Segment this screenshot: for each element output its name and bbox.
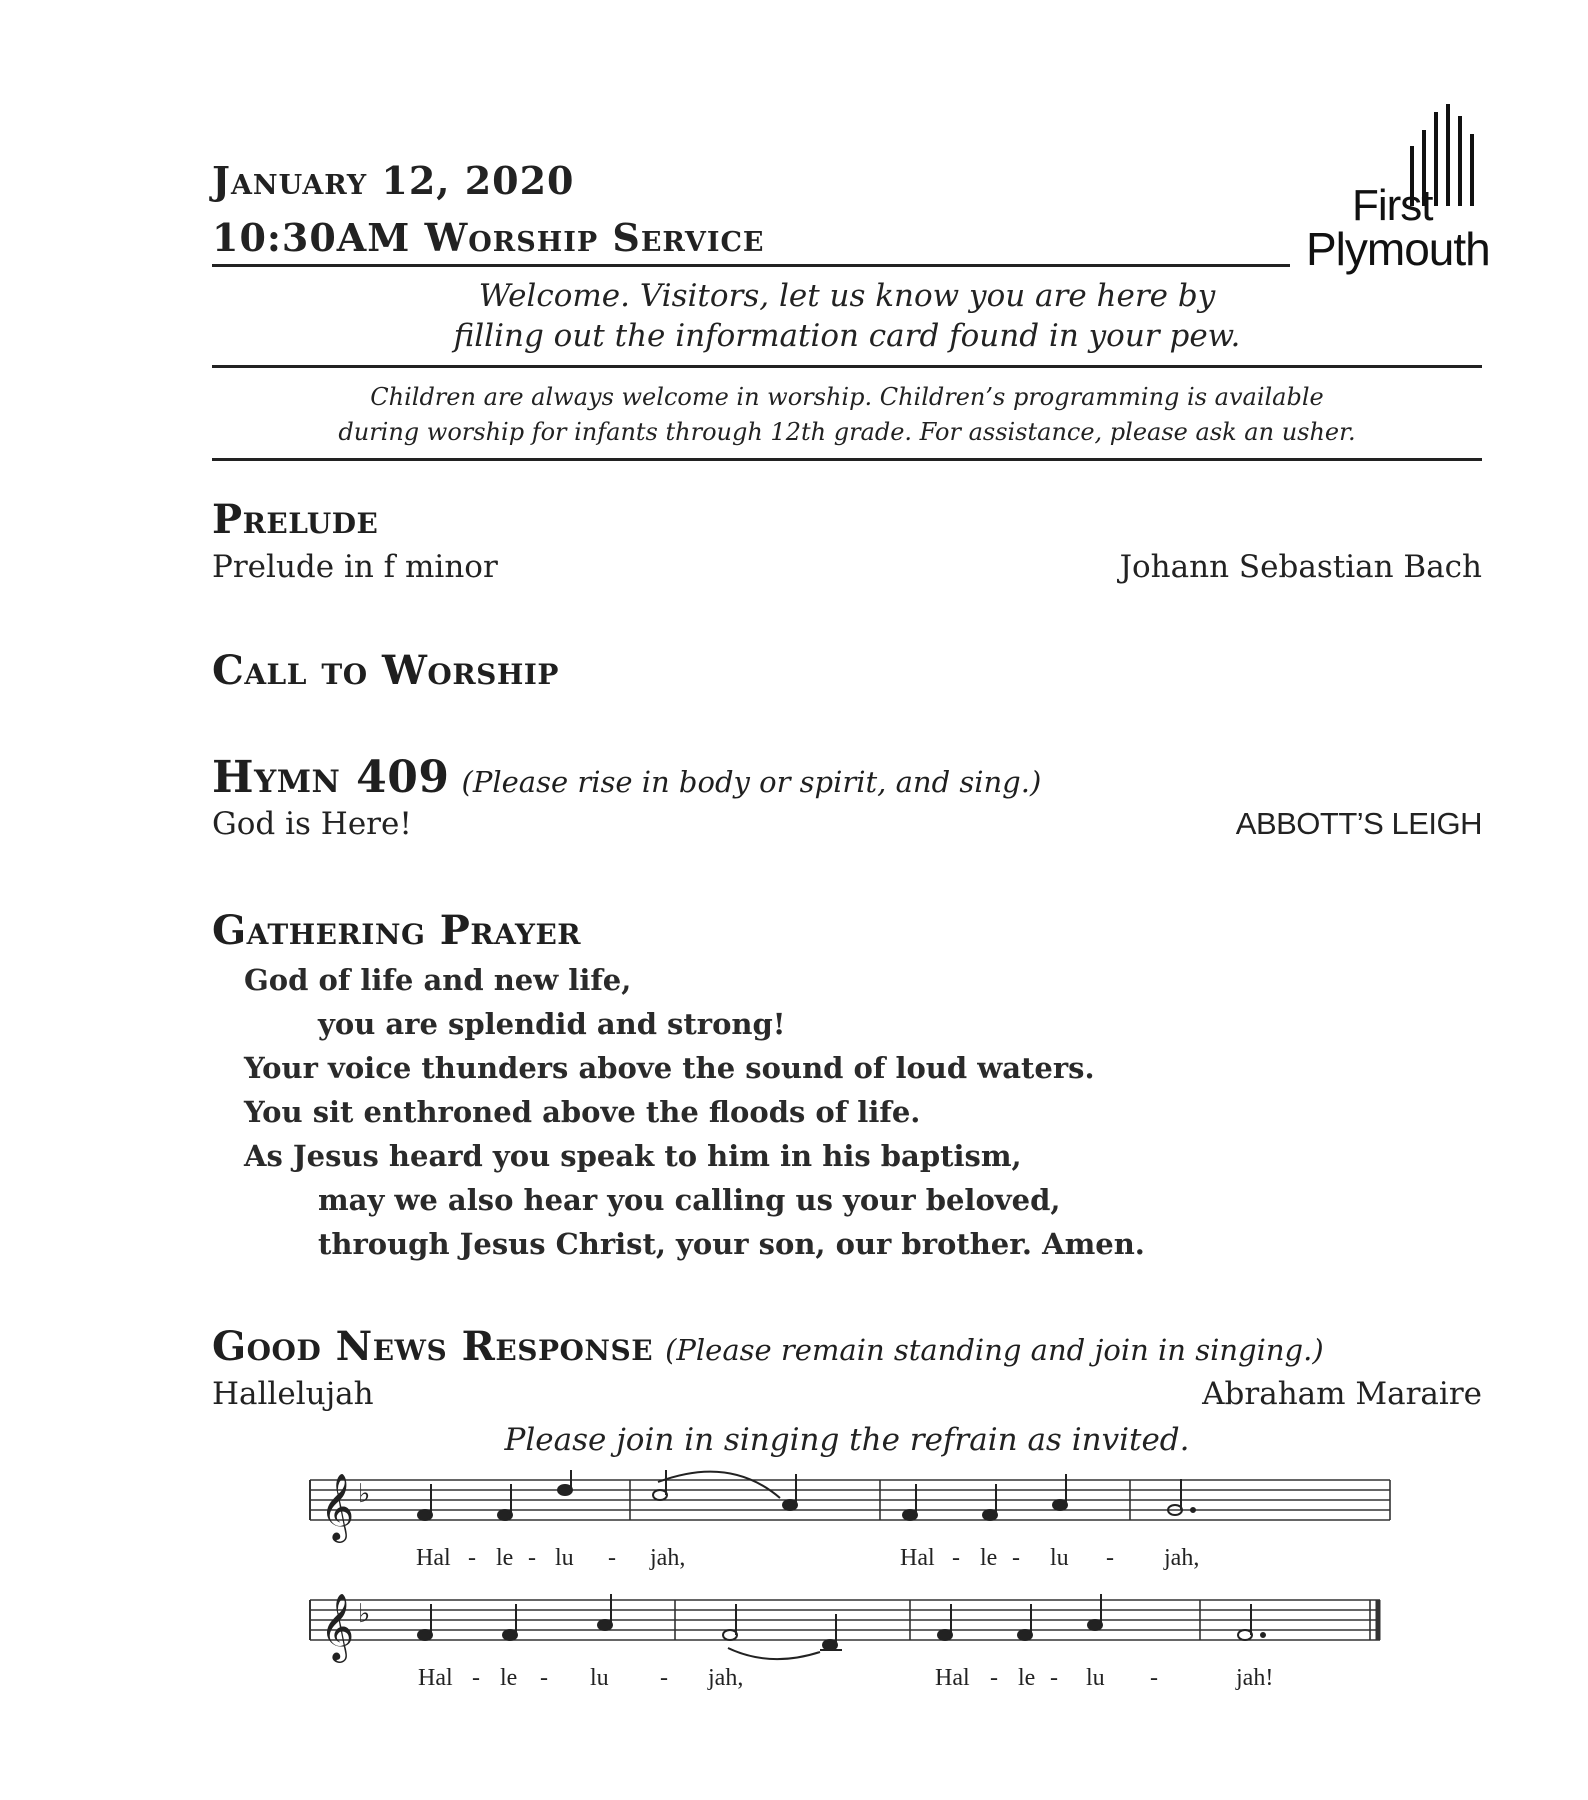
hymn-heading-title: Hymn 409 <box>212 752 450 803</box>
lyric-syllable: Hal <box>416 1545 451 1571</box>
lyric-syllable: Hal <box>900 1545 935 1571</box>
good-news-title: Hallelujah <box>212 1376 374 1412</box>
children-note-line-1: Children are always welcome in worship. Children’s programming is available <box>370 383 1324 411</box>
lyrics-system-1 <box>416 1545 1199 1571</box>
notes-system-1 <box>418 1470 1195 1520</box>
welcome-divider <box>212 365 1482 368</box>
welcome-line-1: Welcome. Visitors, let us know you are here by <box>478 278 1216 314</box>
lyric-syllable: jah, <box>650 1545 686 1571</box>
service-title: 10:30AM Worship Service <box>212 215 765 260</box>
logo-organ-pipe <box>1446 104 1450 206</box>
lyric-syllable: - <box>468 1545 476 1571</box>
first-plymouth-logo <box>1300 104 1492 274</box>
logo-text-first: First <box>1352 181 1433 230</box>
treble-clef-icon: 𝄞 <box>320 1472 355 1540</box>
welcome-line-2: filling out the information card found in your pew. <box>453 318 1241 354</box>
lyric-syllable: le <box>496 1545 514 1571</box>
lyric-syllable: jah, <box>1164 1545 1200 1571</box>
good-news-heading-title: Good News Response <box>212 1323 654 1370</box>
lyric-syllable: jah, <box>708 1665 744 1691</box>
good-news-composer: Abraham Maraire <box>1202 1376 1482 1412</box>
lyric-syllable: - <box>990 1665 998 1691</box>
treble-clef-icon: 𝄞 <box>320 1592 355 1660</box>
lyric-syllable: Hal <box>418 1665 453 1691</box>
lyric-syllable: - <box>660 1665 668 1691</box>
prelude-heading: Prelude <box>212 496 379 543</box>
lyrics-system-2 <box>418 1665 1273 1691</box>
prayer-line: you are splendid and strong! <box>318 1007 786 1041</box>
staff-system-1 <box>310 1480 1390 1520</box>
bulletin-date: January 12, 2020 <box>212 158 575 203</box>
lyric-syllable: lu <box>555 1545 574 1571</box>
hymn-heading <box>212 752 1041 803</box>
flat-key-signature-icon: ♭ <box>358 1479 371 1509</box>
logo-text-plymouth: Plymouth <box>1306 223 1490 275</box>
lyric-syllable: - <box>1012 1545 1020 1571</box>
lyric-syllable: Hal <box>935 1665 970 1691</box>
header-divider <box>212 264 1290 267</box>
hallelujah-sheet-music <box>300 1470 1400 1730</box>
lyric-syllable: - <box>952 1545 960 1571</box>
lyric-syllable: lu <box>590 1665 609 1691</box>
logo-organ-pipe <box>1458 116 1462 206</box>
refrain-instruction: Please join in singing the refrain as invited. <box>504 1422 1190 1458</box>
logo-organ-pipe <box>1470 134 1474 206</box>
flat-key-signature-icon: ♭ <box>358 1599 371 1629</box>
lyric-syllable: - <box>528 1545 536 1571</box>
children-divider <box>212 458 1482 461</box>
logo-organ-pipe <box>1434 112 1438 206</box>
prayer-line: You sit enthroned above the floods of life. <box>244 1095 921 1129</box>
hymn-note: (Please rise in body or spirit, and sing.) <box>461 765 1042 799</box>
good-news-heading <box>212 1323 1324 1370</box>
lyric-syllable: - <box>1150 1665 1158 1691</box>
prelude-title: Prelude in f minor <box>212 549 498 585</box>
lyric-syllable: lu <box>1086 1665 1105 1691</box>
prelude-row <box>212 549 1482 585</box>
prayer-line: As Jesus heard you speak to him in his baptism, <box>244 1139 1022 1173</box>
lyric-syllable: le <box>1018 1665 1036 1691</box>
lyric-syllable: - <box>1106 1545 1114 1571</box>
hymn-title: God is Here! <box>212 806 412 842</box>
children-note-line-2: during worship for infants through 12th grade. For assistance, please ask an usher. <box>338 418 1356 446</box>
lyric-syllable: jah! <box>1236 1665 1274 1691</box>
call-to-worship-heading: Call to Worship <box>212 647 559 694</box>
gathering-prayer-heading: Gathering Prayer <box>212 907 582 954</box>
prayer-line: through Jesus Christ, your son, our brother. Amen. <box>318 1227 1145 1261</box>
hymn-row <box>212 806 1482 842</box>
hymn-tune-name: ABBOTT’S LEIGH <box>1235 806 1482 841</box>
lyric-syllable: - <box>472 1665 480 1691</box>
lyric-syllable: le <box>980 1545 998 1571</box>
prayer-line: Your voice thunders above the sound of loud waters. <box>244 1051 1095 1085</box>
prayer-line: may we also hear you calling us your beloved, <box>318 1183 1061 1217</box>
good-news-note: (Please remain standing and join in singing.) <box>665 1333 1324 1367</box>
lyric-syllable: - <box>608 1545 616 1571</box>
notes-system-2 <box>418 1594 1265 1659</box>
lyric-syllable: - <box>1050 1665 1058 1691</box>
staff-system-2 <box>310 1600 1380 1640</box>
good-news-row <box>212 1376 1482 1412</box>
prelude-composer: Johann Sebastian Bach <box>1119 549 1482 585</box>
lyric-syllable: - <box>540 1665 548 1691</box>
lyric-syllable: lu <box>1050 1545 1069 1571</box>
lyric-syllable: le <box>500 1665 518 1691</box>
prayer-line: God of life and new life, <box>244 963 632 997</box>
